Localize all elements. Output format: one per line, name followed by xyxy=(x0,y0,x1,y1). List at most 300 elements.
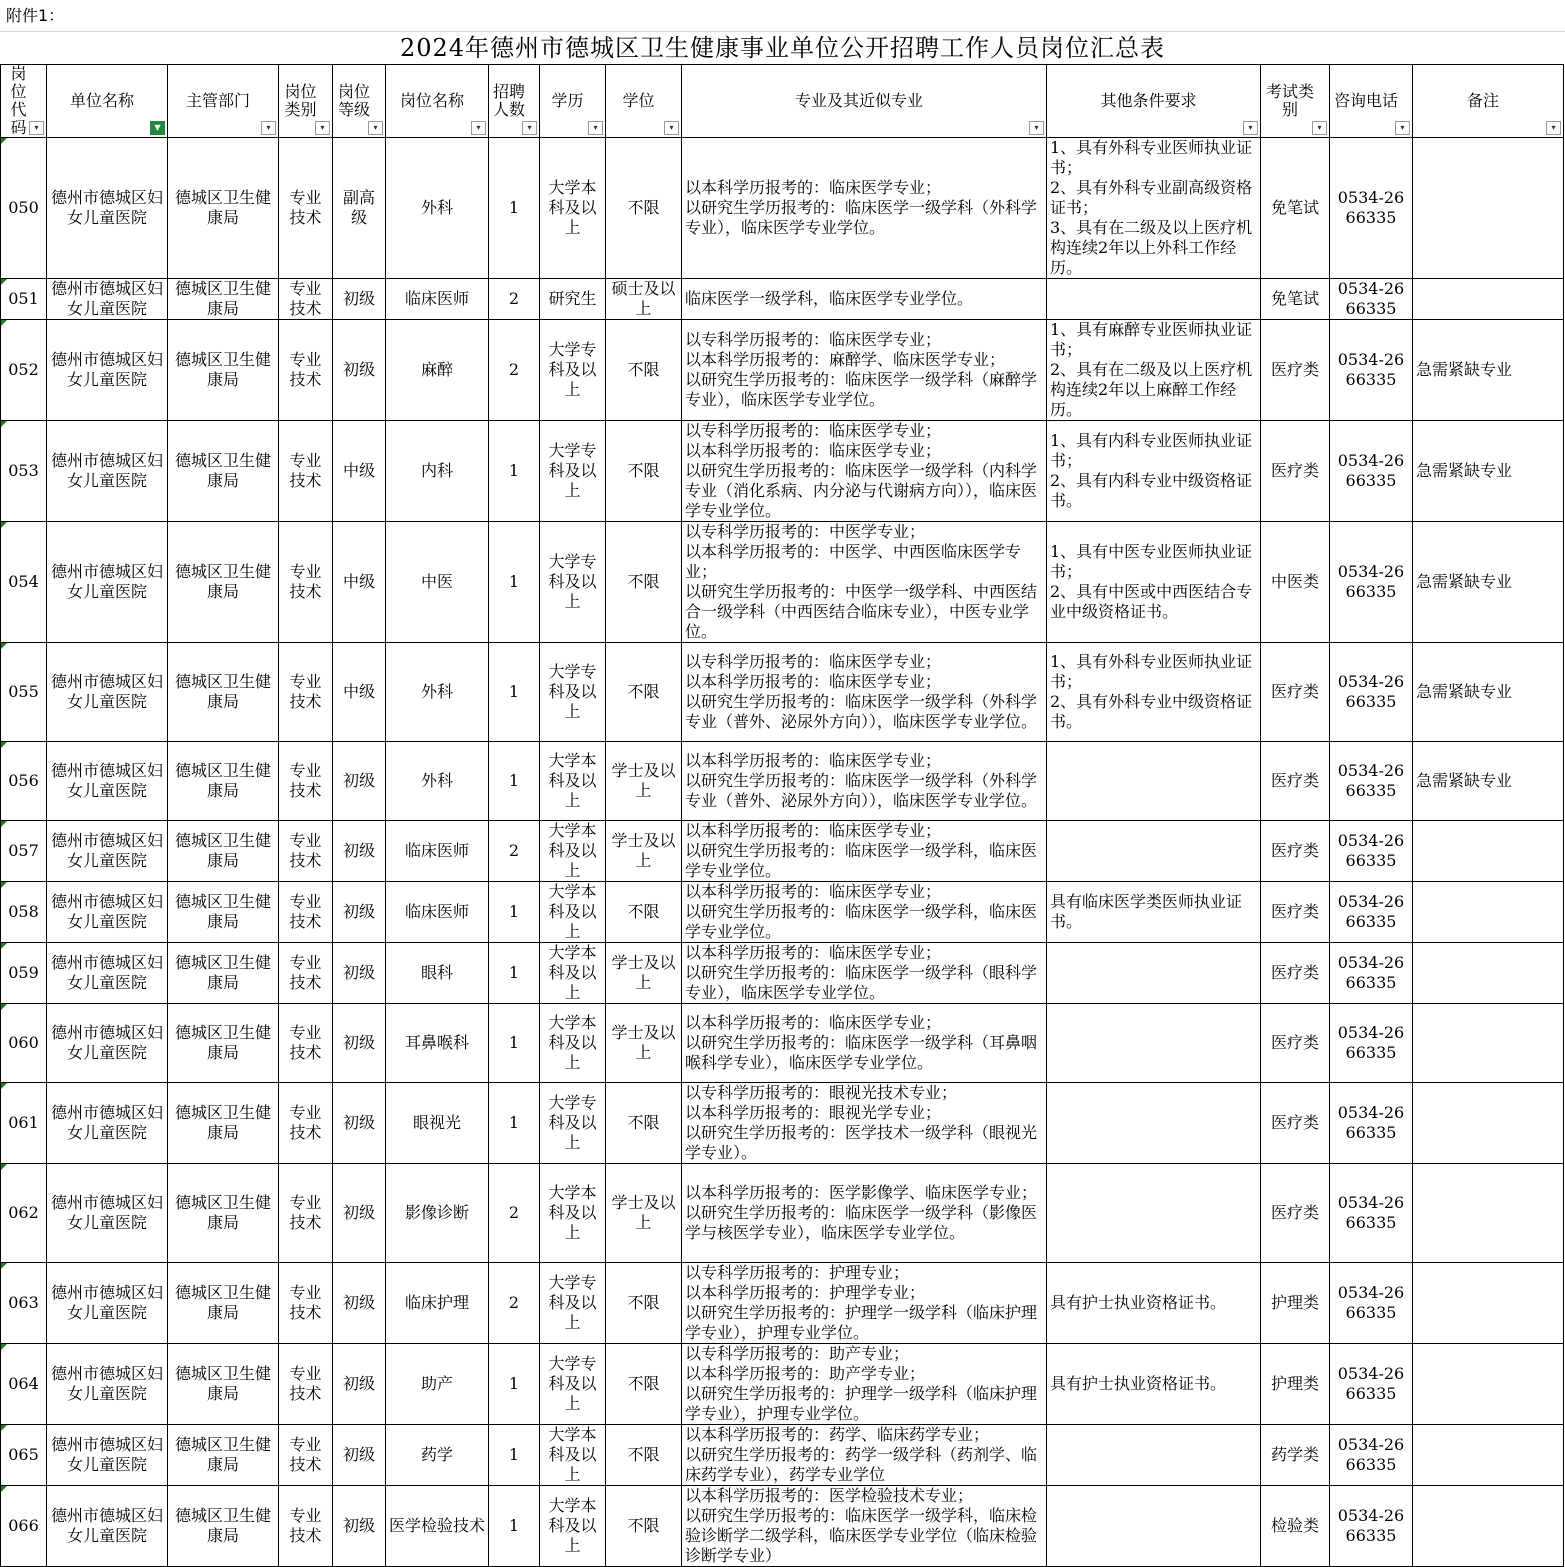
cell-cat[interactable]: 专业技术 xyxy=(279,742,333,821)
cell-note[interactable] xyxy=(1413,821,1564,882)
cell-major[interactable]: 临床医学一级学科，临床医学专业学位。 xyxy=(682,279,1047,320)
column-header-level xyxy=(333,65,386,138)
cell-post[interactable]: 药学 xyxy=(386,1425,489,1486)
cell-major[interactable]: 以专科学历报考的：护理专业； 以本科学历报考的：护理学专业； 以研究生学历报考的：护理学一级学科（临床护理学专业），护理专业学位。 xyxy=(682,1263,1047,1344)
cell-level[interactable]: 中级 xyxy=(333,421,386,522)
cell-unit[interactable]: 德州市德城区妇女儿童医院 xyxy=(47,320,168,421)
cell-cond[interactable]: 具有临床医学类医师执业证书。 xyxy=(1047,882,1261,943)
filter-dropdown-icon[interactable]: ▾ xyxy=(471,121,486,135)
cell-unit[interactable]: 德州市德城区妇女儿童医院 xyxy=(47,421,168,522)
column-header-exam xyxy=(1261,65,1330,138)
cell-note[interactable]: 急需紧缺专业 xyxy=(1413,320,1564,421)
table-row xyxy=(1,1486,1564,1567)
cell-cond[interactable] xyxy=(1047,1164,1261,1263)
cell-post[interactable]: 临床护理 xyxy=(386,1263,489,1344)
column-header-label: 其他条件要求 xyxy=(1100,91,1197,110)
cell-major[interactable]: 以本科学历报考的：临床医学专业； 以研究生学历报考的：临床医学一级学科（外科学专业），临床医学专业学位。 xyxy=(682,138,1047,279)
cell-edu[interactable]: 大学本科及以上 xyxy=(540,1486,606,1567)
column-header-dept xyxy=(168,65,279,138)
cell-unit[interactable]: 德州市德城区妇女儿童医院 xyxy=(47,1486,168,1567)
cell-post[interactable]: 眼科 xyxy=(386,943,489,1004)
cell-level[interactable]: 初级 xyxy=(333,1164,386,1263)
cell-post[interactable]: 助产 xyxy=(386,1344,489,1425)
cell-dept[interactable]: 德城区卫生健康局 xyxy=(168,643,279,742)
filter-dropdown-icon[interactable]: ▾ xyxy=(368,121,383,135)
filter-dropdown-icon[interactable]: ▾ xyxy=(588,121,603,135)
cell-code[interactable]: 053 xyxy=(1,421,47,522)
cell-code[interactable]: 065 xyxy=(1,1425,47,1486)
cell-major[interactable]: 以本科学历报考的：临床医学专业； 以研究生学历报考的：临床医学一级学科（耳鼻咽喉科学专业），临床医学专业学位。 xyxy=(682,1004,1047,1083)
cell-exam[interactable]: 医疗类 xyxy=(1261,421,1330,522)
cell-cat[interactable]: 专业技术 xyxy=(279,1425,333,1486)
cell-major[interactable]: 以专科学历报考的：临床医学专业； 以本科学历报考的：临床医学专业； 以研究生学历报考的：临床医学一级学科（外科学专业（普外、泌尿外方向）），临床医学专业学位。 xyxy=(682,643,1047,742)
cell-phone[interactable]: 0534-2666335 xyxy=(1330,1263,1413,1344)
cell-cat[interactable]: 专业技术 xyxy=(279,138,333,279)
cell-cat[interactable]: 专业技术 xyxy=(279,882,333,943)
cell-phone[interactable]: 0534-2666335 xyxy=(1330,522,1413,643)
cell-level[interactable]: 初级 xyxy=(333,821,386,882)
cell-num[interactable]: 1 xyxy=(489,643,540,742)
column-header-label: 咨询电话 xyxy=(1333,91,1398,110)
cell-phone[interactable]: 0534-2666335 xyxy=(1330,882,1413,943)
cell-code[interactable]: 063 xyxy=(1,1263,47,1344)
cell-phone[interactable]: 0534-2666335 xyxy=(1330,1486,1413,1567)
cell-cond[interactable] xyxy=(1047,742,1261,821)
column-header-label: 专业及其近似专业 xyxy=(794,91,923,110)
column-header-label: 主管部门 xyxy=(185,91,250,110)
attachment-label: 附件1： xyxy=(0,0,1565,32)
cell-unit[interactable]: 德州市德城区妇女儿童医院 xyxy=(47,821,168,882)
cell-code[interactable]: 059 xyxy=(1,943,47,1004)
cell-edu[interactable]: 大学本科及以上 xyxy=(540,882,606,943)
cell-degree[interactable]: 不限 xyxy=(606,882,682,943)
cell-cond[interactable]: 1、具有内科专业医师执业证书； 2、具有内科专业中级资格证书。 xyxy=(1047,421,1261,522)
cell-cond[interactable] xyxy=(1047,1004,1261,1083)
cell-major[interactable]: 以本科学历报考的：临床医学专业； 以研究生学历报考的：临床医学一级学科（眼科学专业），临床医学专业学位。 xyxy=(682,943,1047,1004)
cell-cond[interactable] xyxy=(1047,1486,1261,1567)
cell-level[interactable]: 初级 xyxy=(333,882,386,943)
cell-cond[interactable]: 1、具有外科专业医师执业证书； 2、具有外科专业副高级资格证书； 3、具有在二级及以上医疗机构连续2年以上外科工作经历。 xyxy=(1047,138,1261,279)
cell-unit[interactable]: 德州市德城区妇女儿童医院 xyxy=(47,138,168,279)
column-header-cond xyxy=(1047,65,1261,138)
column-header-label: 学历 xyxy=(551,91,584,110)
cell-cat[interactable]: 专业技术 xyxy=(279,1164,333,1263)
cell-degree[interactable]: 不限 xyxy=(606,522,682,643)
table-row xyxy=(1,279,1564,320)
cell-note[interactable] xyxy=(1413,1486,1564,1567)
cell-code[interactable]: 056 xyxy=(1,742,47,821)
cell-exam[interactable]: 医疗类 xyxy=(1261,320,1330,421)
cell-unit[interactable]: 德州市德城区妇女儿童医院 xyxy=(47,1263,168,1344)
table-row xyxy=(1,421,1564,522)
cell-dept[interactable]: 德城区卫生健康局 xyxy=(168,1425,279,1486)
table-row xyxy=(1,320,1564,421)
cell-dept[interactable]: 德城区卫生健康局 xyxy=(168,1263,279,1344)
cell-num[interactable]: 2 xyxy=(489,1263,540,1344)
cell-level[interactable]: 初级 xyxy=(333,320,386,421)
cell-unit[interactable]: 德州市德城区妇女儿童医院 xyxy=(47,1083,168,1164)
cell-num[interactable]: 1 xyxy=(489,1344,540,1425)
cell-unit[interactable]: 德州市德城区妇女儿童医院 xyxy=(47,1004,168,1083)
cell-exam[interactable]: 检验类 xyxy=(1261,1486,1330,1567)
cell-phone[interactable]: 0534-2666335 xyxy=(1330,1344,1413,1425)
table-row xyxy=(1,522,1564,643)
cell-cat[interactable]: 专业技术 xyxy=(279,643,333,742)
cell-edu[interactable]: 大学本科及以上 xyxy=(540,1425,606,1486)
cell-code[interactable]: 055 xyxy=(1,643,47,742)
cell-post[interactable]: 外科 xyxy=(386,742,489,821)
cell-exam[interactable]: 医疗类 xyxy=(1261,1083,1330,1164)
cell-major[interactable]: 以本科学历报考的：医学检验技术专业； 以研究生学历报考的：临床医学一级学科，临床检验诊断学二级学科，临床医学专业学位（临床检验诊断学专业） xyxy=(682,1486,1047,1567)
cell-num[interactable]: 1 xyxy=(489,421,540,522)
column-header-label: 岗位等级 xyxy=(337,82,370,119)
cell-note[interactable] xyxy=(1413,943,1564,1004)
cell-dept[interactable]: 德城区卫生健康局 xyxy=(168,1344,279,1425)
cell-dept[interactable]: 德城区卫生健康局 xyxy=(168,742,279,821)
cell-num[interactable]: 1 xyxy=(489,1425,540,1486)
cell-phone[interactable]: 0534-2666335 xyxy=(1330,821,1413,882)
cell-code[interactable]: 051 xyxy=(1,279,47,320)
column-header-label: 考试类别 xyxy=(1265,82,1314,119)
filter-dropdown-icon[interactable]: ▾ xyxy=(1312,121,1327,135)
cell-phone[interactable]: 0534-2666335 xyxy=(1330,320,1413,421)
cell-note[interactable] xyxy=(1413,1083,1564,1164)
cell-post[interactable]: 外科 xyxy=(386,138,489,279)
cell-dept[interactable]: 德城区卫生健康局 xyxy=(168,1486,279,1567)
table-row xyxy=(1,1263,1564,1344)
cell-exam[interactable]: 护理类 xyxy=(1261,1263,1330,1344)
cell-cond[interactable] xyxy=(1047,1425,1261,1486)
cell-dept[interactable]: 德城区卫生健康局 xyxy=(168,522,279,643)
cell-num[interactable]: 2 xyxy=(489,821,540,882)
cell-degree[interactable]: 不限 xyxy=(606,421,682,522)
cell-phone[interactable]: 0534-2666335 xyxy=(1330,421,1413,522)
filter-dropdown-icon[interactable]: ▾ xyxy=(664,121,679,135)
table-row xyxy=(1,1004,1564,1083)
cell-level[interactable]: 初级 xyxy=(333,1004,386,1083)
cell-post[interactable]: 耳鼻喉科 xyxy=(386,1004,489,1083)
cell-level[interactable]: 中级 xyxy=(333,643,386,742)
cell-exam[interactable]: 医疗类 xyxy=(1261,1164,1330,1263)
cell-post[interactable]: 临床医师 xyxy=(386,279,489,320)
cell-edu[interactable]: 大学本科及以上 xyxy=(540,943,606,1004)
filter-dropdown-icon[interactable]: ▾ xyxy=(29,121,44,135)
filter-dropdown-icon[interactable]: ▾ xyxy=(1243,121,1258,135)
table-row xyxy=(1,643,1564,742)
cell-level[interactable]: 初级 xyxy=(333,742,386,821)
cell-note[interactable] xyxy=(1413,1425,1564,1486)
cell-edu[interactable]: 大学专科及以上 xyxy=(540,320,606,421)
cell-post[interactable]: 眼视光 xyxy=(386,1083,489,1164)
cell-exam[interactable]: 药学类 xyxy=(1261,1425,1330,1486)
cell-code[interactable]: 054 xyxy=(1,522,47,643)
cell-code[interactable]: 050 xyxy=(1,138,47,279)
cell-post[interactable]: 麻醉 xyxy=(386,320,489,421)
cell-num[interactable]: 2 xyxy=(489,1164,540,1263)
cell-edu[interactable]: 大学本科及以上 xyxy=(540,742,606,821)
cell-edu[interactable]: 大学专科及以上 xyxy=(540,421,606,522)
cell-num[interactable]: 1 xyxy=(489,943,540,1004)
cell-dept[interactable]: 德城区卫生健康局 xyxy=(168,1004,279,1083)
cell-dept[interactable]: 德城区卫生健康局 xyxy=(168,882,279,943)
cell-unit[interactable]: 德州市德城区妇女儿童医院 xyxy=(47,1164,168,1263)
cell-phone[interactable]: 0534-2666335 xyxy=(1330,138,1413,279)
cell-dept[interactable]: 德城区卫生健康局 xyxy=(168,421,279,522)
cell-degree[interactable]: 不限 xyxy=(606,1425,682,1486)
table-row xyxy=(1,742,1564,821)
cell-cat[interactable]: 专业技术 xyxy=(279,320,333,421)
cell-phone[interactable]: 0534-2666335 xyxy=(1330,1425,1413,1486)
cell-edu[interactable]: 研究生 xyxy=(540,279,606,320)
cell-cond[interactable] xyxy=(1047,1083,1261,1164)
cell-code[interactable]: 062 xyxy=(1,1164,47,1263)
cell-level[interactable]: 副高级 xyxy=(333,138,386,279)
filter-dropdown-icon[interactable]: ▾ xyxy=(315,121,330,135)
column-header-label: 学位 xyxy=(622,91,655,110)
column-header-num xyxy=(489,65,540,138)
cell-major[interactable]: 以专科学历报考的：临床医学专业； 以本科学历报考的：麻醉学、临床医学专业； 以研究生学历报考的：临床医学一级学科（麻醉学专业），临床医学专业学位。 xyxy=(682,320,1047,421)
column-header-note xyxy=(1413,65,1564,138)
cell-cond[interactable]: 1、具有麻醉专业医师执业证书； 2、具有在二级及以上医疗机构连续2年以上麻醉工作经历。 xyxy=(1047,320,1261,421)
cell-num[interactable]: 1 xyxy=(489,138,540,279)
cell-major[interactable]: 以本科学历报考的：临床医学专业； 以研究生学历报考的：临床医学一级学科（外科学专业（普外、泌尿外方向）），临床医学专业学位。 xyxy=(682,742,1047,821)
cell-level[interactable]: 初级 xyxy=(333,279,386,320)
cell-phone[interactable]: 0534-2666335 xyxy=(1330,643,1413,742)
cell-note[interactable]: 急需紧缺专业 xyxy=(1413,522,1564,643)
cell-exam[interactable]: 护理类 xyxy=(1261,1344,1330,1425)
cell-degree[interactable]: 不限 xyxy=(606,320,682,421)
cell-level[interactable]: 初级 xyxy=(333,1344,386,1425)
column-header-major xyxy=(682,65,1047,138)
column-header-cat xyxy=(279,65,333,138)
cell-unit[interactable]: 德州市德城区妇女儿童医院 xyxy=(47,1344,168,1425)
cell-edu[interactable]: 大学本科及以上 xyxy=(540,821,606,882)
cell-num[interactable]: 1 xyxy=(489,1004,540,1083)
filter-dropdown-icon[interactable]: ▾ xyxy=(261,121,276,135)
column-header-degree xyxy=(606,65,682,138)
table-row xyxy=(1,1083,1564,1164)
cell-note[interactable] xyxy=(1413,279,1564,320)
recruitment-table xyxy=(0,64,1564,1567)
cell-dept[interactable]: 德城区卫生健康局 xyxy=(168,138,279,279)
cell-num[interactable]: 1 xyxy=(489,522,540,643)
column-header-code xyxy=(1,65,47,138)
cell-num[interactable]: 1 xyxy=(489,1486,540,1567)
filter-dropdown-icon[interactable]: ▾ xyxy=(522,121,537,135)
cell-dept[interactable]: 德城区卫生健康局 xyxy=(168,1083,279,1164)
cell-note[interactable]: 急需紧缺专业 xyxy=(1413,643,1564,742)
cell-cat[interactable]: 专业技术 xyxy=(279,1004,333,1083)
cell-post[interactable]: 临床医师 xyxy=(386,882,489,943)
cell-note[interactable] xyxy=(1413,1263,1564,1344)
cell-level[interactable]: 初级 xyxy=(333,1486,386,1567)
cell-degree[interactable]: 学士及以上 xyxy=(606,1164,682,1263)
column-header-phone xyxy=(1330,65,1413,138)
cell-degree[interactable]: 硕士及以上 xyxy=(606,279,682,320)
cell-exam[interactable]: 医疗类 xyxy=(1261,943,1330,1004)
filter-dropdown-icon[interactable]: ▾ xyxy=(1395,121,1410,135)
page-title: 2024年德州市德城区卫生健康事业单位公开招聘工作人员岗位汇总表 xyxy=(399,34,1166,62)
cell-cat[interactable]: 专业技术 xyxy=(279,943,333,1004)
cell-cond[interactable]: 1、具有外科专业医师执业证书； 2、具有外科专业中级资格证书。 xyxy=(1047,643,1261,742)
cell-phone[interactable]: 0534-2666335 xyxy=(1330,742,1413,821)
cell-note[interactable] xyxy=(1413,1004,1564,1083)
cell-edu[interactable]: 大学专科及以上 xyxy=(540,1344,606,1425)
cell-post[interactable]: 临床医师 xyxy=(386,821,489,882)
cell-note[interactable] xyxy=(1413,138,1564,279)
cell-exam[interactable]: 免笔试 xyxy=(1261,138,1330,279)
column-header-unit xyxy=(47,65,168,138)
filter-dropdown-icon[interactable]: ▾ xyxy=(1029,121,1044,135)
cell-num[interactable]: 2 xyxy=(489,279,540,320)
cell-phone[interactable]: 0534-2666335 xyxy=(1330,1083,1413,1164)
cell-code[interactable]: 064 xyxy=(1,1344,47,1425)
cell-cond[interactable] xyxy=(1047,943,1261,1004)
cell-unit[interactable]: 德州市德城区妇女儿童医院 xyxy=(47,943,168,1004)
cell-major[interactable]: 以本科学历报考的：药学、临床药学专业； 以研究生学历报考的：药学一级学科（药剂学、临床药学专业），药学专业学位 xyxy=(682,1425,1047,1486)
cell-degree[interactable]: 学士及以上 xyxy=(606,1004,682,1083)
cell-dept[interactable]: 德城区卫生健康局 xyxy=(168,943,279,1004)
cell-major[interactable]: 以本科学历报考的：临床医学专业； 以研究生学历报考的：临床医学一级学科，临床医学专业学位。 xyxy=(682,882,1047,943)
cell-num[interactable]: 1 xyxy=(489,742,540,821)
filter-dropdown-icon[interactable]: ▾ xyxy=(1546,121,1561,135)
cell-phone[interactable]: 0534-2666335 xyxy=(1330,943,1413,1004)
cell-exam[interactable]: 医疗类 xyxy=(1261,821,1330,882)
cell-phone[interactable]: 0534-2666335 xyxy=(1330,1004,1413,1083)
cell-major[interactable]: 以专科学历报考的：眼视光技术专业； 以本科学历报考的：眼视光学专业； 以研究生学历报考的：医学技术一级学科（眼视光学专业）。 xyxy=(682,1083,1047,1164)
cell-code[interactable]: 052 xyxy=(1,320,47,421)
header-row xyxy=(1,65,1564,138)
cell-major[interactable]: 以本科学历报考的：临床医学专业； 以研究生学历报考的：临床医学一级学科，临床医学专业学位。 xyxy=(682,821,1047,882)
cell-cat[interactable]: 专业技术 xyxy=(279,821,333,882)
cell-num[interactable]: 1 xyxy=(489,882,540,943)
column-header-edu xyxy=(540,65,606,138)
cell-num[interactable]: 1 xyxy=(489,1083,540,1164)
cell-degree[interactable]: 不限 xyxy=(606,1263,682,1344)
cell-phone[interactable]: 0534-2666335 xyxy=(1330,1164,1413,1263)
cell-cond[interactable] xyxy=(1047,279,1261,320)
cell-dept[interactable]: 德城区卫生健康局 xyxy=(168,821,279,882)
cell-degree[interactable]: 不限 xyxy=(606,138,682,279)
cell-degree[interactable]: 学士及以上 xyxy=(606,821,682,882)
cell-unit[interactable]: 德州市德城区妇女儿童医院 xyxy=(47,742,168,821)
cell-cond[interactable]: 具有护士执业资格证书。 xyxy=(1047,1263,1261,1344)
cell-cat[interactable]: 专业技术 xyxy=(279,279,333,320)
cell-cat[interactable]: 专业技术 xyxy=(279,1344,333,1425)
table-row xyxy=(1,882,1564,943)
cell-post[interactable]: 内科 xyxy=(386,421,489,522)
column-header-label: 单位名称 xyxy=(69,91,134,110)
cell-degree[interactable]: 不限 xyxy=(606,643,682,742)
cell-cond[interactable]: 1、具有中医专业医师执业证书； 2、具有中医或中西医结合专业中级资格证书。 xyxy=(1047,522,1261,643)
cell-note[interactable] xyxy=(1413,1344,1564,1425)
cell-cond[interactable]: 具有护士执业资格证书。 xyxy=(1047,1344,1261,1425)
cell-cat[interactable]: 专业技术 xyxy=(279,522,333,643)
cell-cond[interactable] xyxy=(1047,821,1261,882)
cell-note[interactable] xyxy=(1413,1164,1564,1263)
column-header-label: 岗位代码 xyxy=(10,64,27,137)
cell-exam[interactable]: 医疗类 xyxy=(1261,1004,1330,1083)
cell-code[interactable]: 057 xyxy=(1,821,47,882)
column-header-label: 岗位类别 xyxy=(284,82,317,119)
cell-level[interactable]: 中级 xyxy=(333,522,386,643)
cell-post[interactable]: 外科 xyxy=(386,643,489,742)
cell-exam[interactable]: 免笔试 xyxy=(1261,279,1330,320)
cell-major[interactable]: 以专科学历报考的：中医学专业； 以本科学历报考的：中医学、中西医临床医学专业； 以研究生学历报考的：中医学一级学科、中西医结合一级学科（中西医结合临床专业），中医专业学位。 xyxy=(682,522,1047,643)
cell-unit[interactable]: 德州市德城区妇女儿童医院 xyxy=(47,522,168,643)
cell-phone[interactable]: 0534-2666335 xyxy=(1330,279,1413,320)
table-row xyxy=(1,1164,1564,1263)
cell-cat[interactable]: 专业技术 xyxy=(279,1263,333,1344)
table-row xyxy=(1,138,1564,279)
cell-level[interactable]: 初级 xyxy=(333,943,386,1004)
cell-unit[interactable]: 德州市德城区妇女儿童医院 xyxy=(47,882,168,943)
cell-note[interactable] xyxy=(1413,882,1564,943)
cell-degree[interactable]: 学士及以上 xyxy=(606,943,682,1004)
cell-degree[interactable]: 不限 xyxy=(606,1083,682,1164)
cell-cat[interactable]: 专业技术 xyxy=(279,1083,333,1164)
cell-cat[interactable]: 专业技术 xyxy=(279,1486,333,1567)
cell-code[interactable]: 066 xyxy=(1,1486,47,1567)
cell-exam[interactable]: 中医类 xyxy=(1261,522,1330,643)
cell-edu[interactable]: 大学专科及以上 xyxy=(540,1083,606,1164)
cell-dept[interactable]: 德城区卫生健康局 xyxy=(168,1164,279,1263)
cell-post[interactable]: 医学检验技术 xyxy=(386,1486,489,1567)
cell-level[interactable]: 初级 xyxy=(333,1263,386,1344)
cell-edu[interactable]: 大学专科及以上 xyxy=(540,643,606,742)
column-header-label: 岗位名称 xyxy=(399,91,464,110)
cell-edu[interactable]: 大学本科及以上 xyxy=(540,138,606,279)
cell-code[interactable]: 060 xyxy=(1,1004,47,1083)
cell-code[interactable]: 061 xyxy=(1,1083,47,1164)
cell-unit[interactable]: 德州市德城区妇女儿童医院 xyxy=(47,1425,168,1486)
cell-edu[interactable]: 大学本科及以上 xyxy=(540,1164,606,1263)
cell-level[interactable]: 初级 xyxy=(333,1425,386,1486)
cell-degree[interactable]: 不限 xyxy=(606,1344,682,1425)
cell-post[interactable]: 影像诊断 xyxy=(386,1164,489,1263)
cell-dept[interactable]: 德城区卫生健康局 xyxy=(168,279,279,320)
cell-note[interactable]: 急需紧缺专业 xyxy=(1413,421,1564,522)
cell-exam[interactable]: 医疗类 xyxy=(1261,643,1330,742)
cell-level[interactable]: 初级 xyxy=(333,1083,386,1164)
cell-note[interactable]: 急需紧缺专业 xyxy=(1413,742,1564,821)
filter-active-icon[interactable]: ▼ xyxy=(150,121,165,135)
cell-dept[interactable]: 德城区卫生健康局 xyxy=(168,320,279,421)
cell-unit[interactable]: 德州市德城区妇女儿童医院 xyxy=(47,643,168,742)
cell-major[interactable]: 以专科学历报考的：临床医学专业； 以本科学历报考的：临床医学专业； 以研究生学历报考的：临床医学一级学科（内科学专业（消化系病、内分泌与代谢病方向）），临床医学专业学位。 xyxy=(682,421,1047,522)
table-row xyxy=(1,1425,1564,1486)
cell-code[interactable]: 058 xyxy=(1,882,47,943)
cell-major[interactable]: 以本科学历报考的：医学影像学、临床医学专业； 以研究生学历报考的：临床医学一级学科（影像医学与核医学专业），临床医学专业学位。 xyxy=(682,1164,1047,1263)
cell-degree[interactable]: 学士及以上 xyxy=(606,742,682,821)
cell-cat[interactable]: 专业技术 xyxy=(279,421,333,522)
cell-degree[interactable]: 不限 xyxy=(606,1486,682,1567)
column-header-post xyxy=(386,65,489,138)
cell-edu[interactable]: 大学专科及以上 xyxy=(540,522,606,643)
cell-num[interactable]: 2 xyxy=(489,320,540,421)
table-row xyxy=(1,943,1564,1004)
table-row xyxy=(1,1344,1564,1425)
table-body xyxy=(1,138,1564,1567)
cell-edu[interactable]: 大学本科及以上 xyxy=(540,1004,606,1083)
cell-post[interactable]: 中医 xyxy=(386,522,489,643)
cell-major[interactable]: 以专科学历报考的：助产专业； 以本科学历报考的：助产学专业； 以研究生学历报考的：护理学一级学科（临床护理学专业），护理专业学位。 xyxy=(682,1344,1047,1425)
cell-unit[interactable]: 德州市德城区妇女儿童医院 xyxy=(47,279,168,320)
cell-exam[interactable]: 医疗类 xyxy=(1261,882,1330,943)
column-header-label: 招聘人数 xyxy=(492,82,525,119)
cell-exam[interactable]: 医疗类 xyxy=(1261,742,1330,821)
cell-edu[interactable]: 大学专科及以上 xyxy=(540,1263,606,1344)
